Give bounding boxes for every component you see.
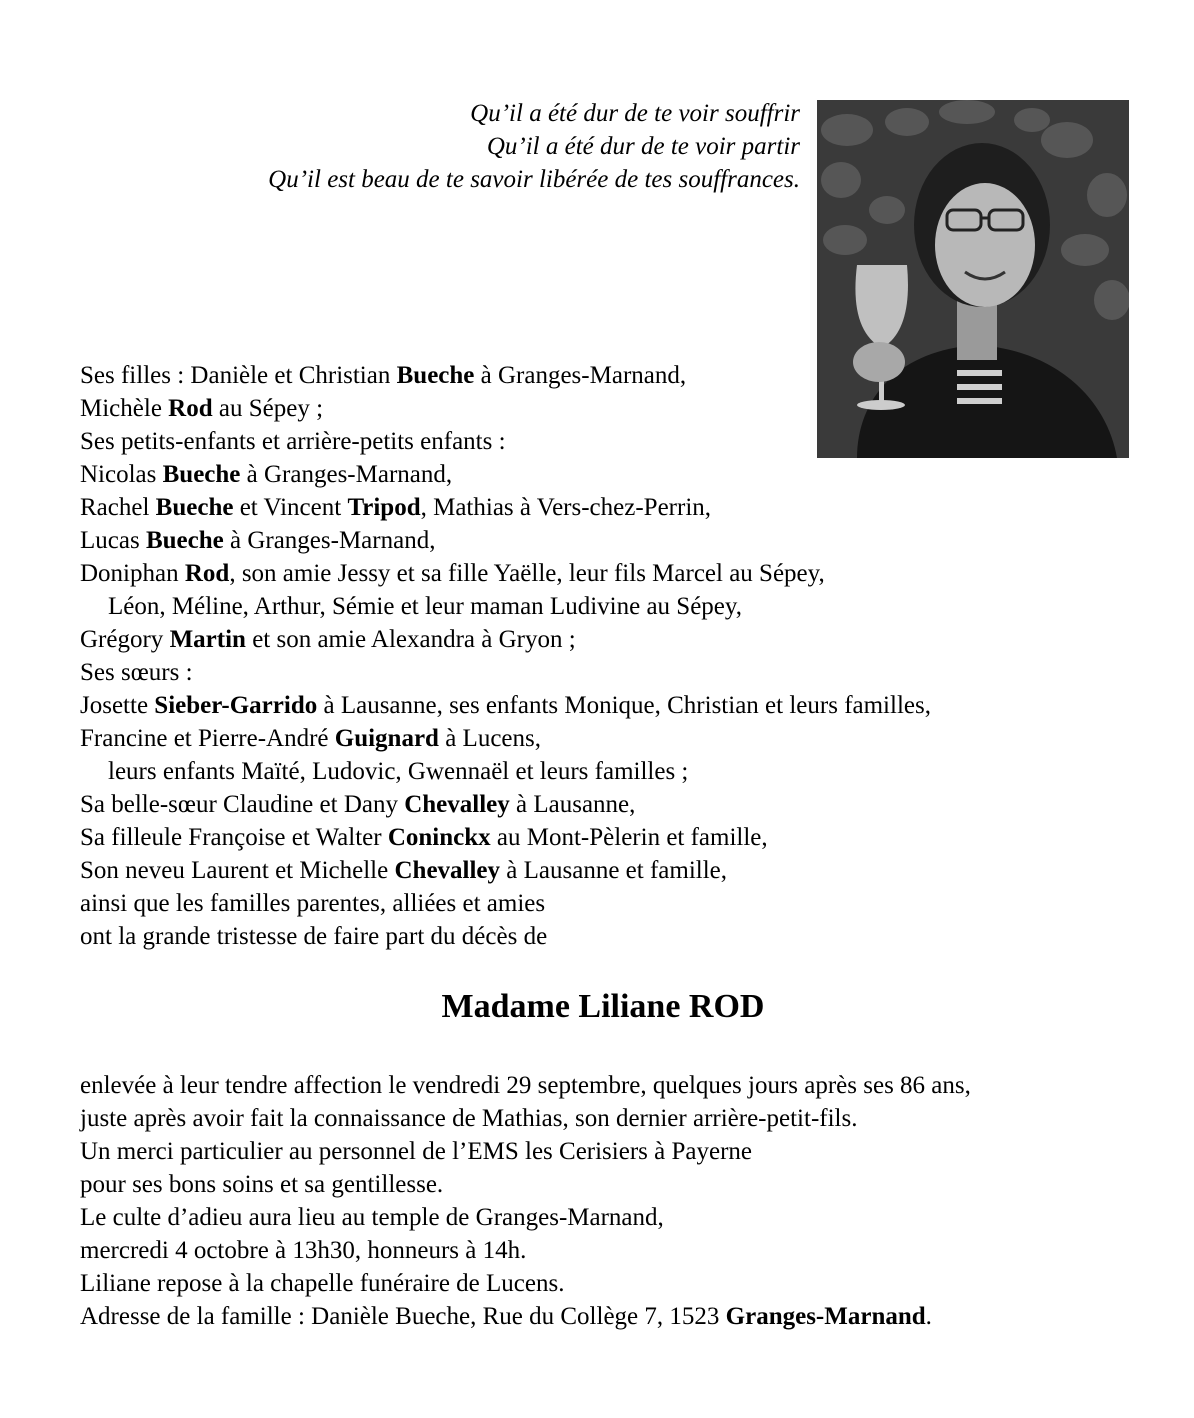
text: Grégory (80, 626, 170, 653)
family-line (80, 491, 1140, 524)
surname: Chevalley (394, 857, 501, 884)
family-line (80, 821, 1140, 854)
surname: Rod (184, 560, 230, 587)
details-line: mercredi 4 octobre à 13h30, honneurs à 14h. (80, 1237, 527, 1264)
family-line: ainsi que les familles parentes, alliées et amies (80, 890, 546, 917)
surname: Sieber-Garrido (154, 692, 318, 719)
text: Sa belle-sœur Claudine et Dany (80, 791, 405, 818)
text: et Vincent (233, 494, 348, 521)
details-text (80, 1069, 1160, 1333)
surname: Bueche (155, 494, 234, 521)
details-line: enlevée à leur tendre affection le vendredi 29 septembre, quelques jours après ses 86 ans, (80, 1072, 971, 1099)
family-line (80, 392, 1140, 425)
text: au Mont-Pèlerin et famille, (490, 824, 768, 851)
surname: Guignard (334, 725, 439, 752)
text: Sa filleule Françoise et Walter (80, 824, 388, 851)
text: à Granges-Marnand, (223, 527, 436, 554)
surname: Bueche (145, 527, 224, 554)
surname: Bueche (162, 461, 241, 488)
text: Michèle (80, 395, 169, 422)
text: Doniphan (80, 560, 185, 587)
family-line: Ses petits-enfants et arrière-petits enfants : (80, 428, 506, 455)
text: à Granges-Marnand, (474, 362, 687, 389)
family-line (80, 722, 1140, 755)
family-line: Ses sœurs : (80, 659, 193, 686)
text: Lucas (80, 527, 146, 554)
poem-line: Qu’il a été dur de te voir souffrir (470, 100, 800, 127)
family-line: leurs enfants Maïté, Ludovic, Gwennaël et leurs familles ; (108, 758, 689, 785)
poem-line: Qu’il est beau de te savoir libérée de tes souffrances. (268, 166, 800, 193)
family-line (80, 458, 1140, 491)
text: Rachel (80, 494, 156, 521)
text: , son amie Jessy et sa fille Yaëlle, leur fils Marcel au Sépey, (229, 560, 825, 587)
text: à Lausanne, (509, 791, 636, 818)
text: et son amie Alexandra à Gryon ; (245, 626, 576, 653)
family-line (80, 557, 1140, 590)
surname: Bueche (396, 362, 475, 389)
family-list (80, 359, 1140, 953)
family-line (80, 689, 1140, 722)
text: , Mathias à Vers-chez-Perrin, (420, 494, 712, 521)
text: Francine et Pierre-André (80, 725, 335, 752)
details-line (80, 1300, 1160, 1333)
family-line (80, 524, 1140, 557)
surname: Rod (168, 395, 213, 422)
deceased-name-title: Madame Liliane ROD (441, 988, 765, 1025)
family-line: ont la grande tristesse de faire part du décès de (80, 923, 548, 950)
text: Son neveu Laurent et Michelle (80, 857, 395, 884)
surname: Chevalley (404, 791, 510, 818)
text: Nicolas (80, 461, 163, 488)
text: Adresse de la famille : Danièle Bueche, Rue du Collège 7, 1523 (80, 1303, 726, 1330)
text: à Lucens, (438, 725, 541, 752)
family-line (80, 854, 1140, 887)
details-line: Le culte d’adieu aura lieu au temple de Granges-Marnand, (80, 1204, 664, 1231)
family-line (80, 359, 1140, 392)
surname: Coninckx (387, 824, 491, 851)
details-line: Un merci particulier au personnel de l’EMS les Cerisiers à Payerne (80, 1138, 752, 1165)
family-line (80, 623, 1140, 656)
poem (150, 97, 800, 196)
family-line: Léon, Méline, Arthur, Sémie et leur maman Ludivine au Sépey, (108, 593, 743, 620)
details-line: pour ses bons soins et sa gentillesse. (80, 1171, 444, 1198)
details-line: Liliane repose à la chapelle funéraire de Lucens. (80, 1270, 565, 1297)
surname: Tripod (347, 494, 421, 521)
surname: Martin (169, 626, 246, 653)
text: Josette (80, 692, 155, 719)
family-line (80, 788, 1140, 821)
poem-line: Qu’il a été dur de te voir partir (486, 133, 800, 160)
details-line: juste après avoir fait la connaissance de Mathias, son dernier arrière-petit-fils. (80, 1105, 858, 1132)
text: Ses filles : Danièle et Christian (80, 362, 397, 389)
text: à Lausanne, ses enfants Monique, Christian et leurs familles, (317, 692, 931, 719)
text: à Granges-Marnand, (240, 461, 453, 488)
text: à Lausanne et famille, (500, 857, 728, 884)
text: . (925, 1303, 932, 1330)
text: au Sépey ; (212, 395, 324, 422)
town-name: Granges-Marnand (725, 1303, 926, 1330)
